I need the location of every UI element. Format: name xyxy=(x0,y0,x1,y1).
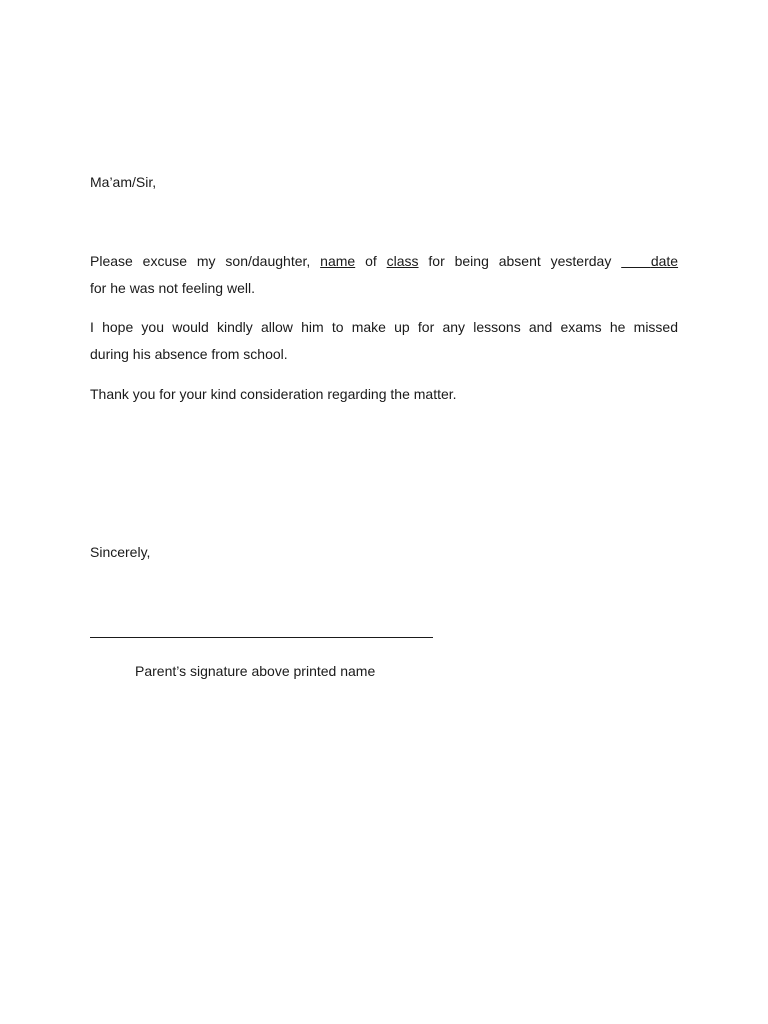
excuse-text: Please excuse my son/daughter, xyxy=(90,253,311,269)
paragraph-makeup-line-1: I hope you would kindly allow him to make up for any lessons and exams he missed xyxy=(90,319,678,335)
paragraph-excuse-line-1 xyxy=(90,252,678,270)
signature-caption: Parent’s signature above printed name xyxy=(135,663,376,679)
date-field-label: date xyxy=(650,253,679,269)
date-field xyxy=(621,253,678,269)
paragraph-makeup-line-2: during his absence from school. xyxy=(90,346,288,362)
absence-text: for being absent yesterday xyxy=(428,253,612,269)
signature-line xyxy=(90,637,433,638)
name-field: name xyxy=(320,253,356,269)
closing: Sincerely, xyxy=(90,544,151,560)
paragraph-excuse-line-2: for he was not feeling well. xyxy=(90,280,255,296)
class-field: class xyxy=(386,253,419,269)
of-text: of xyxy=(365,253,377,269)
salutation: Ma’am/Sir, xyxy=(90,174,157,190)
paragraph-thanks: Thank you for your kind consideration regarding the matter. xyxy=(90,386,457,402)
